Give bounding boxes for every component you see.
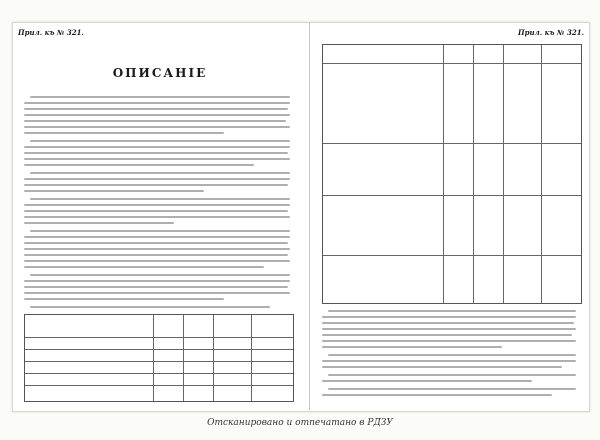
left-page-header: Прил. къ № 321.: [18, 28, 84, 37]
right-page: [318, 22, 584, 410]
right-table: [322, 44, 582, 304]
document-title: ОПИСАНІЕ: [112, 66, 208, 80]
right-page-header: Прил. къ № 321.: [518, 28, 584, 37]
left-table: [24, 314, 294, 402]
book-gutter: [309, 22, 310, 410]
left-page: [18, 22, 302, 410]
scan-footer: Отсканировано и отпечатано в РДЗУ: [207, 418, 393, 428]
